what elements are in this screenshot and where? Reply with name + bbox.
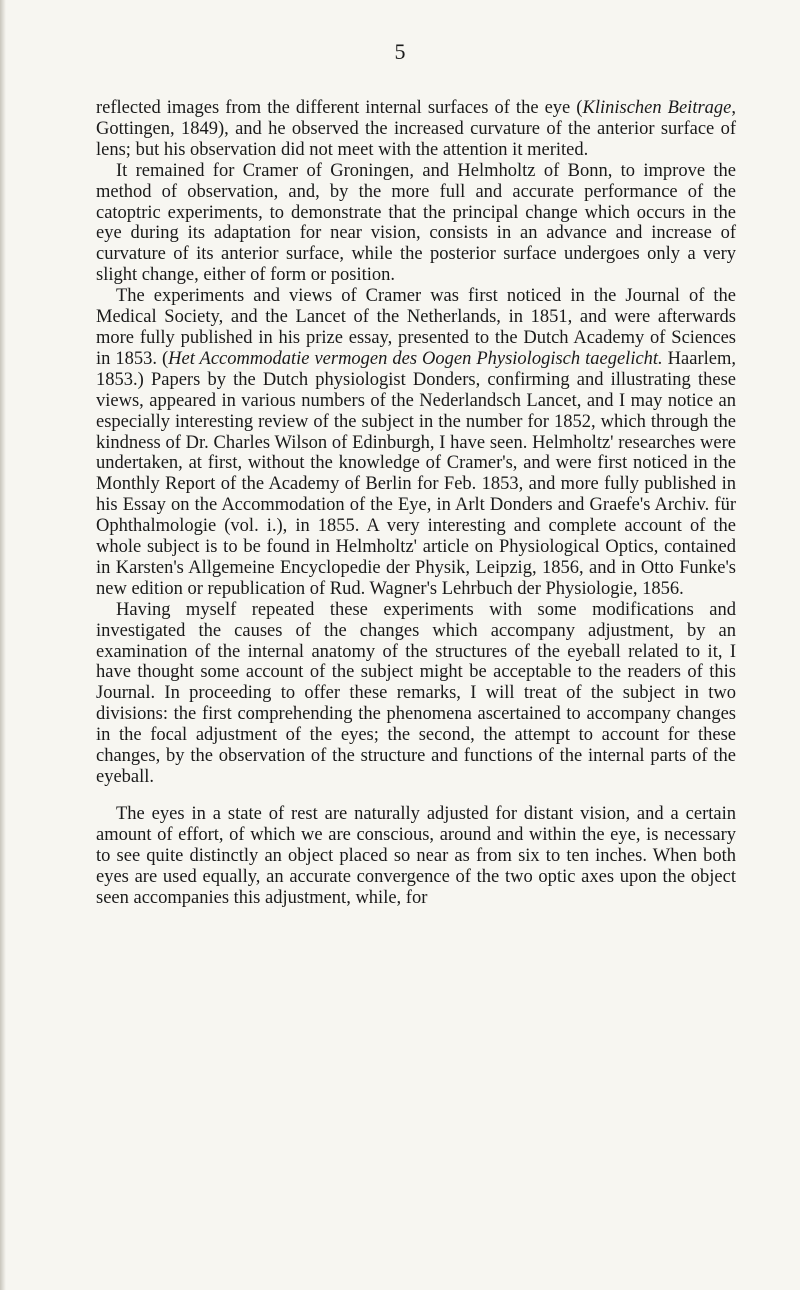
paragraph-5: The eyes in a state of rest are naturally adjusted for distant vision, and a certain amount of effort, of which we are conscious, around and within the eye, is necessary to see quite distinctly an object placed so near as from six to ten inches. When both eyes are used equally, an accurate convergence of the two optic axes upon the object seen accompanies this adjustment, while, for (96, 803, 736, 908)
paragraph-1-text: reflected images from the different internal surfaces of the eye ( (96, 98, 583, 118)
paragraph-3 (96, 286, 736, 600)
paragraph-1-text-cont: , Gottingen, 1849), and he observed the increased curvature of the anterior surface of lens; but his observation did not meet with the attention it merited. (96, 98, 736, 160)
paragraph-3-text-cont: Haarlem, 1853.) Papers by the Dutch physiologist Donders, confirming and illustrating these views, appeared in various numbers of the Nederlandsch Lancet, and I may notice an especially interesting review of the subject in the number for 1852, which through the kindness of Dr. Charles Wilson of Edinburgh, I have seen. Helmholtz' researches were undertaken, at first, without the knowledge of Cramer's, and were first noticed in the Monthly Report of the Academy of Berlin for Feb. 1853, and more fully published in his Essay on the Accommodation of the Eye, in Arlt Donders and Graefe's Archiv. für Ophthalmologie (vol. i.), in 1855. A very interesting and complete account of the whole subject is to be found in Helmholtz' article on Physiological Optics, contained in Karsten's Allgemeine Encyclopedie der Physik, Leipzig, 1856, and in Otto Funke's new edition or republication of Rud. Wagner's Lehrbuch der Physiologie, 1856. (96, 348, 736, 599)
paragraph-4: Having myself repeated these experiments with some modifications and investigated the causes of the changes which accompany adjustment, by an examination of the internal anatomy of the structures of the eyeball related to it, I have thought some account of the subject might be acceptable to the readers of this Journal. In proceeding to offer these remarks, I will treat of the subject in two divisions: the first comprehending the phenomena ascertained to accompany changes in the focal adjustment of the eyes; the second, the attempt to account for these changes, by the observation of the structure and functions of the internal parts of the eyeball. (96, 599, 736, 787)
page-left-edge-shadow (0, 0, 6, 1290)
paragraph-3-text: The experiments and views of Cramer was first noticed in the Journal of the Medical Society, and the Lancet of the Netherlands, in 1851, and were afterwards more fully published in his prize essay, presented to the Dutch Academy of Sciences in 1853. ( (96, 286, 736, 369)
paragraph-3-italic-title: Het Accommodatie vermogen des Oogen Physiologisch taegelicht. (168, 348, 663, 369)
page-number: 5 (394, 39, 406, 64)
paragraph-1 (96, 98, 736, 161)
paragraph-1-italic-title: Klinischen Beitrage (582, 98, 732, 118)
paragraph-2: It remained for Cramer of Groningen, and Helmholtz of Bonn, to improve the method of observation, and, by the more full and accurate performance of the catoptric experiments, to demonstrate that the principal change which occurs in the eye during its adaptation for near vision, consists in an advance and increase of curvature of its anterior surface, while the posterior surface undergoes only a very slight change, either of form or position. (96, 160, 736, 286)
body-text (96, 98, 736, 908)
